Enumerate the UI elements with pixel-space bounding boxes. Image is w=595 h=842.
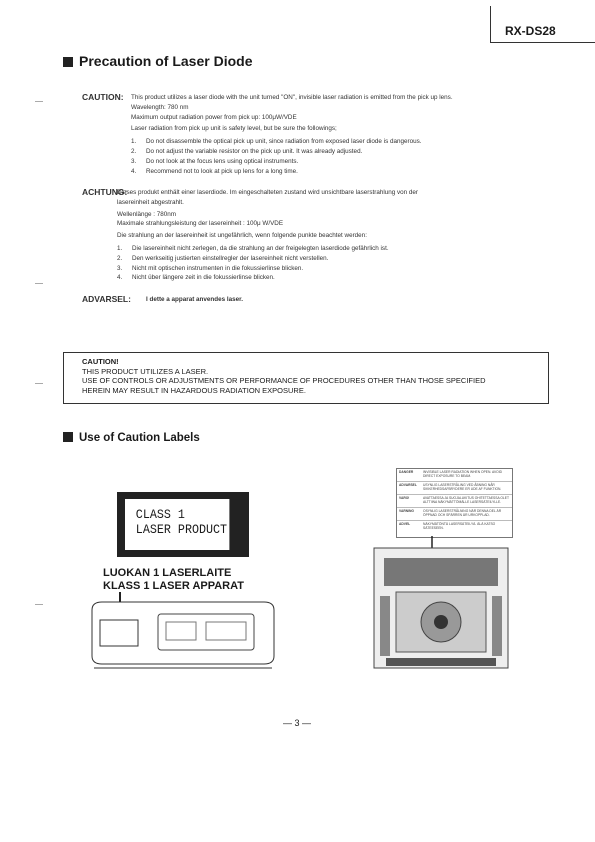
caution-item: 4. Recommend not to look at pick up lens for a long time. (131, 167, 298, 175)
caution-line: Maximum output radiation power from pick up: 100μW/VDE (131, 113, 297, 121)
page-number: — 3 — (283, 718, 312, 728)
caution-box-line: HEREIN MAY RESULT IN HAZARDOUS RADIATION EXPOSURE. (82, 385, 306, 395)
class1-label-line: CLASS 1 (135, 507, 185, 522)
class1-label (117, 492, 249, 557)
pickup-unit-illustration (366, 536, 516, 686)
square-bullet-icon (63, 432, 73, 442)
model-number-box (490, 6, 595, 43)
advarsel-text: I dette a apparat anvendes laser. (146, 296, 243, 303)
achtung-line: lasereinheit abgestrahlt. (117, 198, 184, 206)
margin-mark (35, 383, 43, 384)
margin-mark (35, 604, 43, 605)
caution-item: 3. Do not look at the focus lens using optical instruments. (131, 157, 299, 165)
model-number: RX-DS28 (505, 24, 556, 38)
swedish-label: KLASS 1 LASER APPARAT (103, 580, 244, 592)
stereo-unit-illustration (88, 592, 278, 674)
caution-label: CAUTION: (82, 92, 124, 102)
achtung-item: 4. Nicht über längere zeit in die fokussierlinse blicken. (117, 274, 275, 282)
caution-line: Wavelength: 780 nm (131, 103, 189, 111)
achtung-text (117, 188, 418, 283)
caution-line: Laser radiation from pick up unit is safety level, but be sure the followings; (131, 125, 337, 133)
caution-line: This product utilizes a laser diode with the unit turned "ON", invisible laser radiation is emitted from the pick up lens. (131, 94, 453, 101)
achtung-line: Dieses produkt enthält einer laserdiode. Im eingeschalteten zustand wird unsichtbare laserstrahlung von der (117, 189, 419, 196)
caution-box (63, 352, 549, 404)
class1-label-line: LASER PRODUCT (135, 522, 228, 537)
margin-mark (35, 101, 43, 102)
advarsel-label: ADVARSEL: (82, 294, 131, 304)
section-title-laser-diode: Precaution of Laser Diode (63, 53, 252, 69)
achtung-label: ACHTUNG: (82, 187, 128, 197)
caution-text (131, 93, 453, 176)
caution-box-line: USE OF CONTROLS OR ADJUSTMENTS OR PERFORMANCE OF PROCEDURES OTHER THAN THOSE SPECIFIED (82, 376, 486, 385)
caution-box-line: THIS PRODUCT UTILIZES A LASER. (82, 366, 209, 376)
achtung-line: Die strahlung an der lasereinheit ist ungefährlich, wenn folgende punkte beachtet werden: (117, 232, 367, 240)
margin-mark (35, 283, 43, 284)
achtung-item: 1. Die lasereinheit nicht zerlegen, da die strahlung an der freigelegten laserdiode gefährlich ist. (117, 244, 389, 252)
achtung-line: Wellenlänge : 780nm (117, 210, 177, 218)
square-bullet-icon (63, 57, 73, 67)
achtung-item: 2. Den werkseitig justierten einstellregler der lasereinheit nicht verstellen. (117, 254, 329, 262)
achtung-item: 3. Nicht mit optischen instrumenten in die fokussierlinse blicken. (117, 264, 304, 272)
section-title-caution-labels: Use of Caution Labels (63, 432, 200, 444)
finnish-label: LUOKAN 1 LASERLAITE (103, 567, 232, 579)
achtung-line: Maximale strahlungsleistung der lasereinheit : 100μ W/VDE (117, 220, 284, 228)
caution-item: 1. Do not disassemble the optical pick up unit, since radiation from exposed laser diode is dangerous. (131, 138, 422, 146)
laser-warning-label: DANGER INVISIBLE LASER RADIATION WHEN OPEN. AVOID DIRECT EXPOSURE TO BEAM. ADVARSEL USYNLIG LASERSTRÅLING VED ÅBNING NÅR SIKKERHEDSAFBRYDERE ER UDE AF FUNKTION. VARO! AVATTAESSA JA SUOJALUKITUS OHITETTAESSA OLET ALTTIINA NÄKYMÄTTÖMÄLLE LASERSÄTEILYLLE. VARNING OSYNLIG LASERSTRÅLNING NÄR DENNA DEL ÄR ÖPPNAD OCH SPÄRREN ÄR URKOPPLAD. ADVEL NÄKYMÄTÖNTÄ LASERSÄTEILYÄ. ÄLÄ KATSO SÄTEESEEN. (396, 468, 513, 538)
caution-item: 2. Do not adjust the variable resistor on the pick up unit. It was already adjusted. (131, 147, 363, 155)
caution-box-title: CAUTION! (82, 357, 119, 366)
